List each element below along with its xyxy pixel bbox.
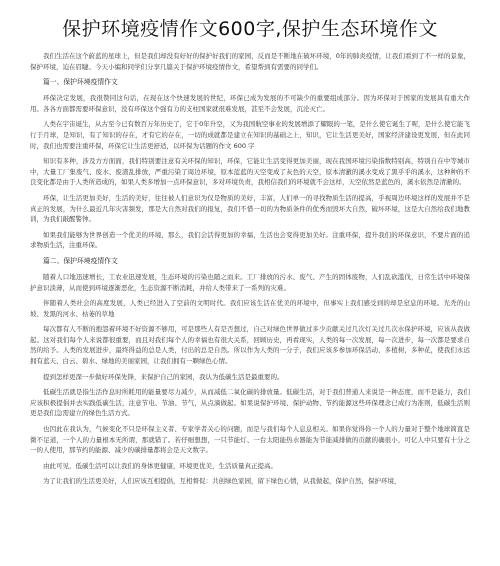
article-body	[30, 51, 470, 487]
section-heading: 篇一、保护环境疫情作文	[43, 78, 118, 87]
section-heading: 篇二、保护环境疫情作文	[43, 256, 118, 265]
body-paragraph: 人类在宇宙诞生，从古至今已有数百万年历史了，它于0年升空，又为我国航空事业的发展增添了耀眼的一笔，是什么使它诞生了呢，是什么使它能飞行于月球，是知识，有了知识的存在，才有它的存在，一切的成就都是建立在知识的基础之上，知识，它让生活更美好，国家经济建设更发展，但在此同时，我们也需要注重环保，环保它让生活更舒适，以环保为话题的作文 600 字	[30, 120, 470, 150]
body-paragraph: 由此可见，低碳生活可以让我们的身体更健康，环境更优美，生活质量真正提高。	[43, 461, 277, 470]
body-paragraph: 为了让我们的生活更美好，人们应该互相提倡，互相督促：共创绿色家园，留下绿色心情，从我做起，保护自然，保护环境，	[43, 477, 401, 486]
body-paragraph: 如果我们能够为世界创造一个优美的环境，那么，我们会活得更加的幸福，生活也会变得更加美好。注重环保，提升我们的环保意识，不要片面的追求物质生活，注重环保。	[30, 230, 470, 250]
body-paragraph: 环保决定发展，我很赞同这句话，在现在这个快速发展的世纪，环保已成为发展的不可缺少的重要组成部分。因为环保对于国家的发展具有重大作用。各各方面都需要环保意识，没有环保这个强有力的支柱国家就很难发展，甚至不会发展，沉沦灭亡。	[30, 94, 470, 113]
body-paragraph: 也因此在我认为，气候变化不只是环保主义者、专家学者关心的问题，而是与我们每个人息息相关。如果你觉得你一个人的力量对于整个地球简直是微不足道，一个人的力量根本无所谓，那就错了。若仔细想想，一只节能灯、一台太阳能热水器能为节能减排做的贡献的确很小，可亿人中只要有十分之一的人使用，那节约的能源、减少的碳排量都将会是天文数字。	[30, 425, 470, 455]
body-paragraph: 提到怎样更深一步做好环保先锋，来保护自己的家园，我认为低碳生活是最重要的。	[43, 372, 284, 381]
page-title: 保护环境疫情作文600字,保护生态环境作文	[62, 18, 438, 40]
body-paragraph: 我们生活在这个蔚蓝的星球上，但是我们却没有好好的保护好我们的家园，反而是不断地在破坏环境，0年的肺炎疫情，让我们看到了不一样的景象，保护环境，迫在眉睫。今天小编和同学们分享几篇关于保护环境疫情作文，希望帮到有需要的同学们。	[30, 52, 470, 71]
body-paragraph: 伴随着人类社会的高度发展，人类已经进入了空前的文明时代。我们应该生活在优美的环境中，但事实上我们感受到的却是窒息的环境。光秃的山坡、发黑的河水、枯萎的草地	[30, 299, 470, 318]
body-paragraph: 每次都有人不断的抱怨着环境不好资源不够用，可是那些人有是否想过，自己对绿色世界做过多少贡献关过几次灯关过几次水保护环境，应该从我做起。这对我们每个人来说都很重要，而且对我们每个人的幸福也有很大关系，回顾历史，再看现实，人类的每一次发展，每一次进步，每一次都是要求自然的给予。人类的发展进步，最终得益的总是人类，付出的总是自然。所以作为人类的一分子，我们应该多参加环保活动，多植树，多种花，使我们永远拥有蓝天、白云、碧水、绿地的美丽家园，让我们拥有一颗绿色心情。	[30, 325, 470, 366]
body-paragraph: 环保，让生活更加美好，生活的美好，往往被人们意识为仅是物质的美好，丰富，人们单一的寻找物质生活的提高，乎视周边环境这样的发展并不是真正的发展，为什么最近几年灾害频发，那是大自然对我们的报复，我们不惜一切的为物质条件的优秀而毁坏大自然，破坏环境，这是大自然给我们地教训，为我们敲醒警钟。	[30, 193, 470, 224]
body-paragraph: 知识有多种，涉及方方面面，我们特别要注意有关环保的知识，环保，它能让生活变得更加美丽，现在我国环境污染指数特别高，特别自在中等城市中，大量工厂集废气、废水、废渣乱排放，严重污染了周边环境，原本蓝蓝的天空变成了灰色的天空，原本清澈的溪水变成了黑乎乎的溪水，这种种的不良变化都是由于人类所造成的，如果人类多增加一点环保意识，多对环境负责，我相信我们的环境就不会这样，天空依然是蓝色的，溪水依然是清澈的。	[30, 157, 470, 187]
body-paragraph: 低碳生活就是指生活作息时所耗用的能量要尽力减少，从而减低二氧化碳的排放量。低碳生活，对于我们普通人来说是一种态度，而不是能力，我们应该积极提倡并去实践低碳生活，注意节电、节油、节气，从点滴做起。如果说保护环境、保护动物、节约能源这些环保理念已成行为准则，低碳生活则更是我们急需建立的绿色生活方式。	[30, 388, 470, 418]
body-paragraph: 随着人口地迅速增长，工农业迅速发展，生态环境的污染也随之而来。工厂排放的污水、废气、产生的固体废物，人们乱砍滥伐，日常生活中环境保护意识淡薄，从而使到环境逐渐恶化，生态资源不断消耗，并给人类带来了一系列的灾难。	[30, 272, 470, 292]
